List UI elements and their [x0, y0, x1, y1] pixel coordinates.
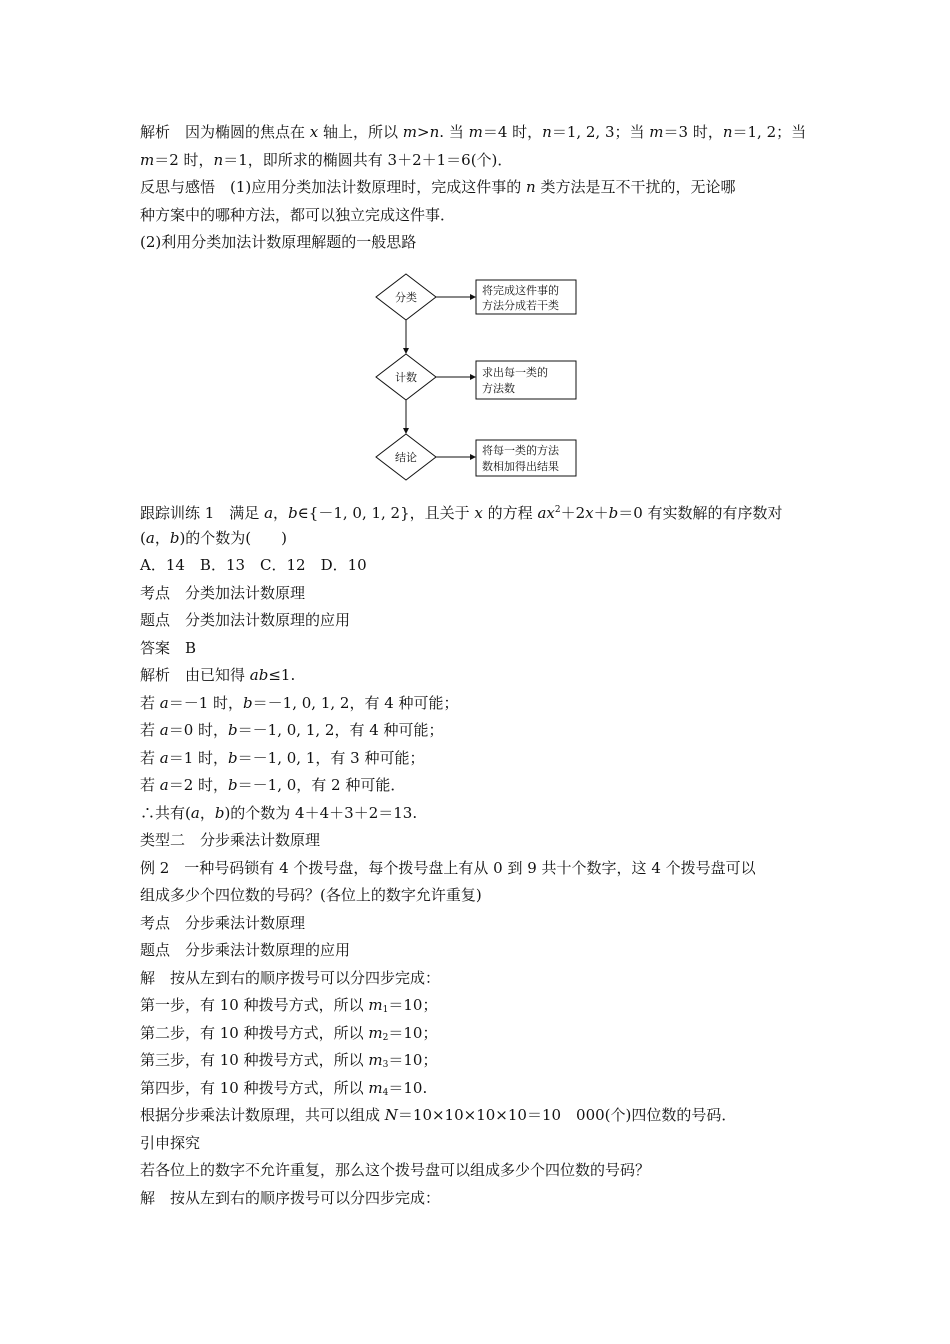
var: a [264, 504, 274, 522]
lower-text [140, 497, 820, 1212]
text: 第一步，有 10 种拨号方式，所以 [140, 996, 369, 1014]
case-3 [140, 745, 820, 773]
var: b [608, 504, 619, 522]
text: ， [273, 504, 289, 522]
text: ＝0 时， [168, 721, 229, 739]
var: m [368, 996, 383, 1014]
arrowhead-icon [403, 348, 409, 354]
box-conclude-line-1: 将每一类的方法 [482, 444, 559, 457]
var: x [585, 504, 594, 522]
topic-1: 考点 分类加法计数原理 [140, 583, 306, 602]
text: ＝10×10×10×10＝10 000(个)四位数的号码． [397, 1106, 737, 1124]
flowchart [372, 270, 582, 482]
section-heading: 类型二 分步乘法计数原理 [140, 831, 321, 849]
reflection-line-1 [140, 174, 820, 202]
step-3 [140, 1047, 820, 1075]
text: ＝1, 2, 3；当 [551, 123, 650, 141]
text: 若 [140, 776, 160, 794]
var: N [384, 1106, 398, 1124]
text: )的个数为( ) [179, 528, 287, 547]
solution-intro: 解 按从左到右的顺序拨号可以分四步完成： [140, 968, 441, 987]
var: a [159, 693, 169, 712]
case-1 [140, 690, 820, 718]
extension-heading: 引申探究 [140, 1133, 201, 1152]
box-classify-line-2: 方法分成若干类 [482, 299, 559, 312]
box-count-line-2: 方法数 [482, 382, 515, 395]
var: n [722, 123, 733, 141]
var: a [159, 748, 169, 767]
text: ＝－1, 0, 1，有 3 种可能； [237, 748, 425, 767]
subtopic-1: 题点 分类加法计数原理的应用 [140, 611, 351, 629]
var: b [228, 748, 238, 767]
text: ＝10. [388, 1078, 428, 1097]
text: ＝10； [388, 996, 438, 1014]
text: ＝－1, 0，有 2 种可能． [237, 776, 406, 794]
answer: 答案 B [140, 638, 197, 657]
var: b [228, 721, 238, 739]
solution-line-1 [140, 119, 820, 147]
exercise-line-1 [140, 497, 820, 525]
diamond-count-label: 计数 [395, 371, 417, 384]
var: ab [249, 666, 269, 684]
var: x [309, 123, 319, 141]
example-line-1: 例 2 一种号码锁有 4 个拨号盘，每个拨号盘上有从 0 到 9 共十个数字，这 4 个拨号盘可以 [140, 858, 756, 877]
var: n [213, 150, 224, 169]
var: n [542, 123, 552, 141]
text: 根据分步乘法计数原理，共可以组成 [140, 1106, 385, 1124]
subtopic-2: 题点 分步乘法计数原理的应用 [140, 941, 351, 959]
text: ＝－1, 0, 1, 2，有 4 种可能； [237, 721, 444, 739]
text: ＝－1 时， [168, 693, 244, 712]
text: ＝1 时， [168, 748, 229, 767]
reflection-line-3: (2)利用分类加法计数原理解题的一般思路 [140, 233, 417, 251]
text: ∴共有( [140, 803, 191, 822]
text: 跟踪训练 1 满足 [140, 504, 265, 522]
text: ＝2 时， [154, 150, 214, 169]
var: m [368, 1023, 383, 1042]
text: 若 [140, 693, 160, 712]
solution-line-2 [140, 147, 820, 175]
var: a [145, 528, 155, 547]
subscript: 3 [382, 1060, 389, 1070]
extension-question: 若各位上的数字不允许重复，那么这个拨号盘可以组成多少个四位数的号码？ [140, 1161, 651, 1179]
var: m [402, 123, 418, 141]
var: b [214, 803, 225, 822]
text: . 当 [439, 123, 469, 141]
text: ∈{－1, 0, 1, 2}，且关于 [297, 504, 475, 522]
var: b [243, 693, 253, 712]
extension-solution: 解 按从左到右的顺序拨号可以分四步完成： [140, 1188, 441, 1207]
var: ax [537, 504, 555, 522]
text: 第二步，有 10 种拨号方式，所以 [140, 1023, 369, 1042]
var: x [474, 504, 483, 522]
var: m [468, 123, 483, 141]
text: 解析 因为椭圆的焦点在 [140, 123, 310, 141]
var: n [429, 123, 440, 141]
arrowhead-icon [470, 294, 476, 300]
text: ＝1, 2；当 [732, 123, 807, 141]
text: ＝3 时， [663, 123, 723, 141]
total-line [140, 800, 820, 828]
text: ＋2 [560, 504, 586, 522]
topic-2: 考点 分步乘法计数原理 [140, 913, 306, 932]
text: ， [199, 803, 215, 822]
text: ≤1. [268, 666, 296, 684]
arrowhead-icon [470, 374, 476, 380]
subscript: 4 [382, 1087, 389, 1098]
var: m [140, 150, 155, 169]
box-conclude-line-2: 数相加得出结果 [482, 460, 559, 473]
exercise-line-2 [140, 525, 820, 553]
arrowhead-icon [403, 428, 409, 434]
var: a [159, 776, 169, 794]
text: ＝10； [388, 1023, 438, 1042]
var: n [526, 178, 536, 196]
text: 若 [140, 721, 160, 739]
text: ＝4 时， [482, 123, 543, 141]
box-classify-line-1: 将完成这件事的 [482, 284, 559, 297]
var: m [368, 1078, 383, 1097]
text: 轴上，所以 [318, 123, 403, 141]
step-2 [140, 1020, 820, 1048]
case-4 [140, 772, 820, 800]
diamond-classify-label: 分类 [395, 291, 417, 304]
exponent: 2 [554, 505, 561, 515]
step-4 [140, 1075, 820, 1103]
options: A．14 B．13 C．12 D．10 [140, 556, 367, 574]
text: ＝10； [388, 1051, 438, 1069]
text: ， [154, 528, 170, 547]
text: > [417, 123, 430, 141]
var: a [190, 803, 200, 822]
text: )的个数为 4＋4＋3＋2＝13. [224, 803, 418, 822]
text: ＝0 有实数解的有序数对 [618, 504, 783, 522]
upper-text [140, 119, 820, 257]
var: m [368, 1051, 383, 1069]
text: 的方程 [482, 504, 538, 522]
text: ( [140, 528, 146, 547]
text: 解析 由已知得 [140, 666, 250, 684]
text: ＝1，即所求的椭圆共有 3＋2＋1＝6(个)． [223, 150, 513, 169]
case-2 [140, 717, 820, 745]
var: b [288, 504, 298, 522]
var: a [159, 721, 169, 739]
subscript: 1 [382, 1005, 389, 1015]
result-line [140, 1102, 820, 1130]
step-1 [140, 992, 820, 1020]
text: 反思与感悟 (1)应用分类加法计数原理时，完成这件事的 [140, 178, 527, 196]
var: b [228, 776, 238, 794]
var: b [169, 528, 180, 547]
reflection-line-2: 种方案中的哪种方法，都可以独立完成这件事． [140, 205, 456, 224]
example-line-2: 组成多少个四位数的号码？(各位上的数字允许重复) [140, 886, 482, 904]
var: m [649, 123, 664, 141]
box-count-line-1: 求出每一类的 [482, 366, 548, 379]
text: 第四步，有 10 种拨号方式，所以 [140, 1078, 369, 1097]
subscript: 2 [382, 1032, 389, 1043]
text: ＋ [593, 504, 609, 522]
text: ＝2 时， [168, 776, 229, 794]
text: 若 [140, 748, 160, 767]
diamond-conclude-label: 结论 [395, 451, 417, 464]
arrowhead-icon [470, 454, 476, 460]
text: 类方法是互不干扰的，无论哪 [535, 178, 736, 196]
text: ＝－1, 0, 1, 2，有 4 种可能； [252, 693, 459, 712]
text: 第三步，有 10 种拨号方式，所以 [140, 1051, 369, 1069]
analysis-line [140, 662, 820, 690]
